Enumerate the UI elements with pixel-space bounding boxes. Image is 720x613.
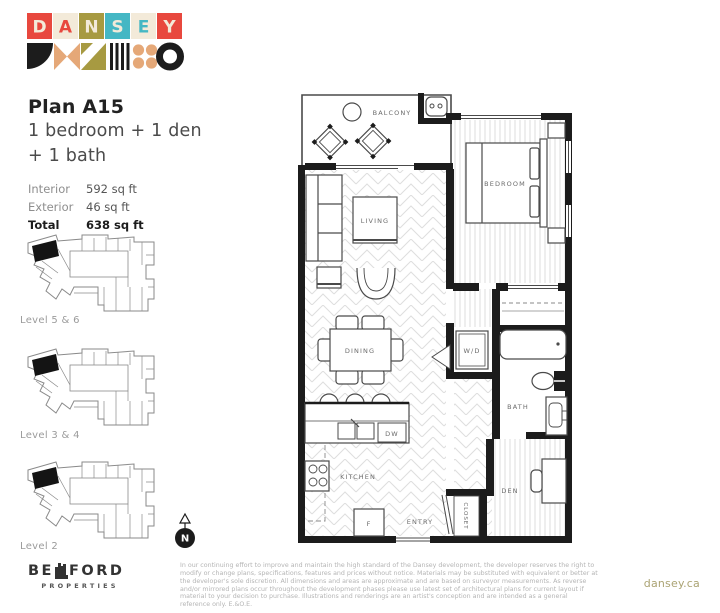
interior-label: Interior	[28, 182, 70, 196]
patio-chair-2	[355, 123, 392, 160]
wall-left	[298, 165, 305, 543]
exterior-value: 46 sq ft	[86, 200, 130, 214]
exterior-label: Exterior	[28, 200, 74, 214]
bbq-icon	[426, 97, 447, 116]
bedroom-closet	[502, 303, 564, 311]
kitchen-sink-right	[357, 423, 374, 439]
bars-shape	[110, 43, 130, 70]
kitchen-label: KITCHEN	[340, 473, 376, 481]
logo-letter-y: Y	[163, 17, 176, 38]
dansey-logo-shapes	[27, 43, 181, 70]
pillow-2	[530, 186, 539, 217]
belford-logo	[28, 563, 136, 590]
dots-shape	[133, 44, 157, 68]
level-2-label: Level 2	[20, 541, 59, 552]
dining-chair	[362, 370, 384, 384]
area-table	[28, 180, 178, 234]
bath-fixtures	[500, 330, 567, 435]
dining-chair	[362, 316, 384, 330]
quarter-circle-shape	[27, 43, 53, 69]
interior-value: 592 sq ft	[86, 182, 137, 196]
dining-chair	[336, 316, 358, 330]
entry-closet	[442, 495, 479, 536]
dansey-logo-letters	[27, 13, 182, 39]
patio-table	[343, 103, 361, 121]
belford-pre: BE	[28, 563, 54, 579]
wall-closet-den	[479, 489, 487, 537]
closet-label: CLOSET	[462, 502, 468, 530]
area-row-exterior	[28, 198, 178, 216]
belford-post: FORD	[68, 563, 125, 579]
website-link[interactable]: dansey.ca	[643, 577, 700, 590]
entry-door-opening	[396, 536, 430, 543]
plan-name: Plan A15	[28, 96, 125, 118]
balcony-label: BALCONY	[372, 109, 412, 117]
belford-building-icon	[55, 563, 68, 579]
wd-label: W/D	[463, 347, 481, 355]
area-row-interior	[28, 180, 178, 198]
level-3-4-label: Level 3 & 4	[20, 430, 80, 441]
bedroom-label: BEDROOM	[484, 180, 526, 188]
wall-den-left	[486, 439, 494, 496]
bowtie-shape	[54, 43, 80, 70]
fridge-label: F	[366, 520, 372, 528]
nightstand-1	[548, 123, 565, 138]
wall-wd-bottom	[446, 372, 500, 379]
legal-disclaimer: In our continuing effort to improve and maintain the high standard of the Dansey development, the developer reserves the right to modify or change plans, specifications, features and prices without notice. Materials may be substituted with equivalent or better at the developer's sole discretion. All dimensions and areas are approximate and are based on surveyor measurements. As reverse and/or mirrored plans occur throughout the development phases please use latest set of architectural plans for current layout if material to your decision to purchase. Illustrations and renderings are an artist's conception and are intended as a general reference only. E.&O.E.	[180, 562, 598, 609]
total-label: Total	[28, 218, 60, 232]
nightstand-2	[548, 228, 565, 243]
bathtub	[500, 330, 566, 359]
pillow-1	[530, 148, 539, 179]
dw-label: DW	[385, 430, 399, 438]
logo-letter-e: E	[137, 17, 150, 38]
patio-chair-1	[312, 124, 349, 161]
dining-label: DINING	[344, 347, 376, 355]
wall-living-bedroom	[446, 169, 454, 289]
bed-headboard	[540, 139, 547, 227]
desk-chair	[531, 470, 542, 492]
triangle-small-shape	[81, 43, 93, 55]
keyplan-level-2	[12, 454, 164, 542]
wall-bath-left	[492, 289, 500, 439]
plan-description-line2: + 1 bath	[28, 146, 107, 166]
sofa	[306, 175, 342, 261]
logo-letter-s: S	[111, 17, 124, 38]
plan-description-line1: 1 bedroom + 1 den	[28, 121, 202, 141]
logo-letter-n: N	[84, 17, 99, 38]
entry-label: ENTRY	[406, 518, 434, 526]
logo-letter-a: A	[58, 17, 73, 38]
keyplan-level-3-4	[12, 341, 164, 429]
den-label: DEN	[501, 487, 519, 495]
desk	[542, 459, 566, 503]
unit-floorplan	[268, 85, 608, 575]
wall-bedroom-bottom	[453, 283, 479, 291]
dining-chair	[336, 370, 358, 384]
toilet	[532, 373, 554, 390]
compass-north-label: N	[180, 533, 190, 545]
bath-label: BATH	[507, 403, 529, 411]
belford-properties-label: PROPERTIES	[41, 582, 119, 590]
logo-letter-d: D	[32, 17, 47, 38]
level-5-6-label: Level 5 & 6	[20, 315, 80, 326]
total-value: 638 sq ft	[86, 218, 144, 232]
ring-shape	[160, 46, 181, 67]
living-label: LIVING	[360, 217, 390, 225]
north-compass	[170, 510, 200, 554]
keyplan-level-5-6	[12, 227, 164, 315]
compass-arrow-icon	[180, 514, 190, 523]
wall-bottom	[298, 536, 572, 543]
dansey-logo	[27, 13, 184, 71]
kitchen-sink-left	[338, 423, 355, 439]
bedroom-vestibule-floor	[454, 289, 492, 327]
